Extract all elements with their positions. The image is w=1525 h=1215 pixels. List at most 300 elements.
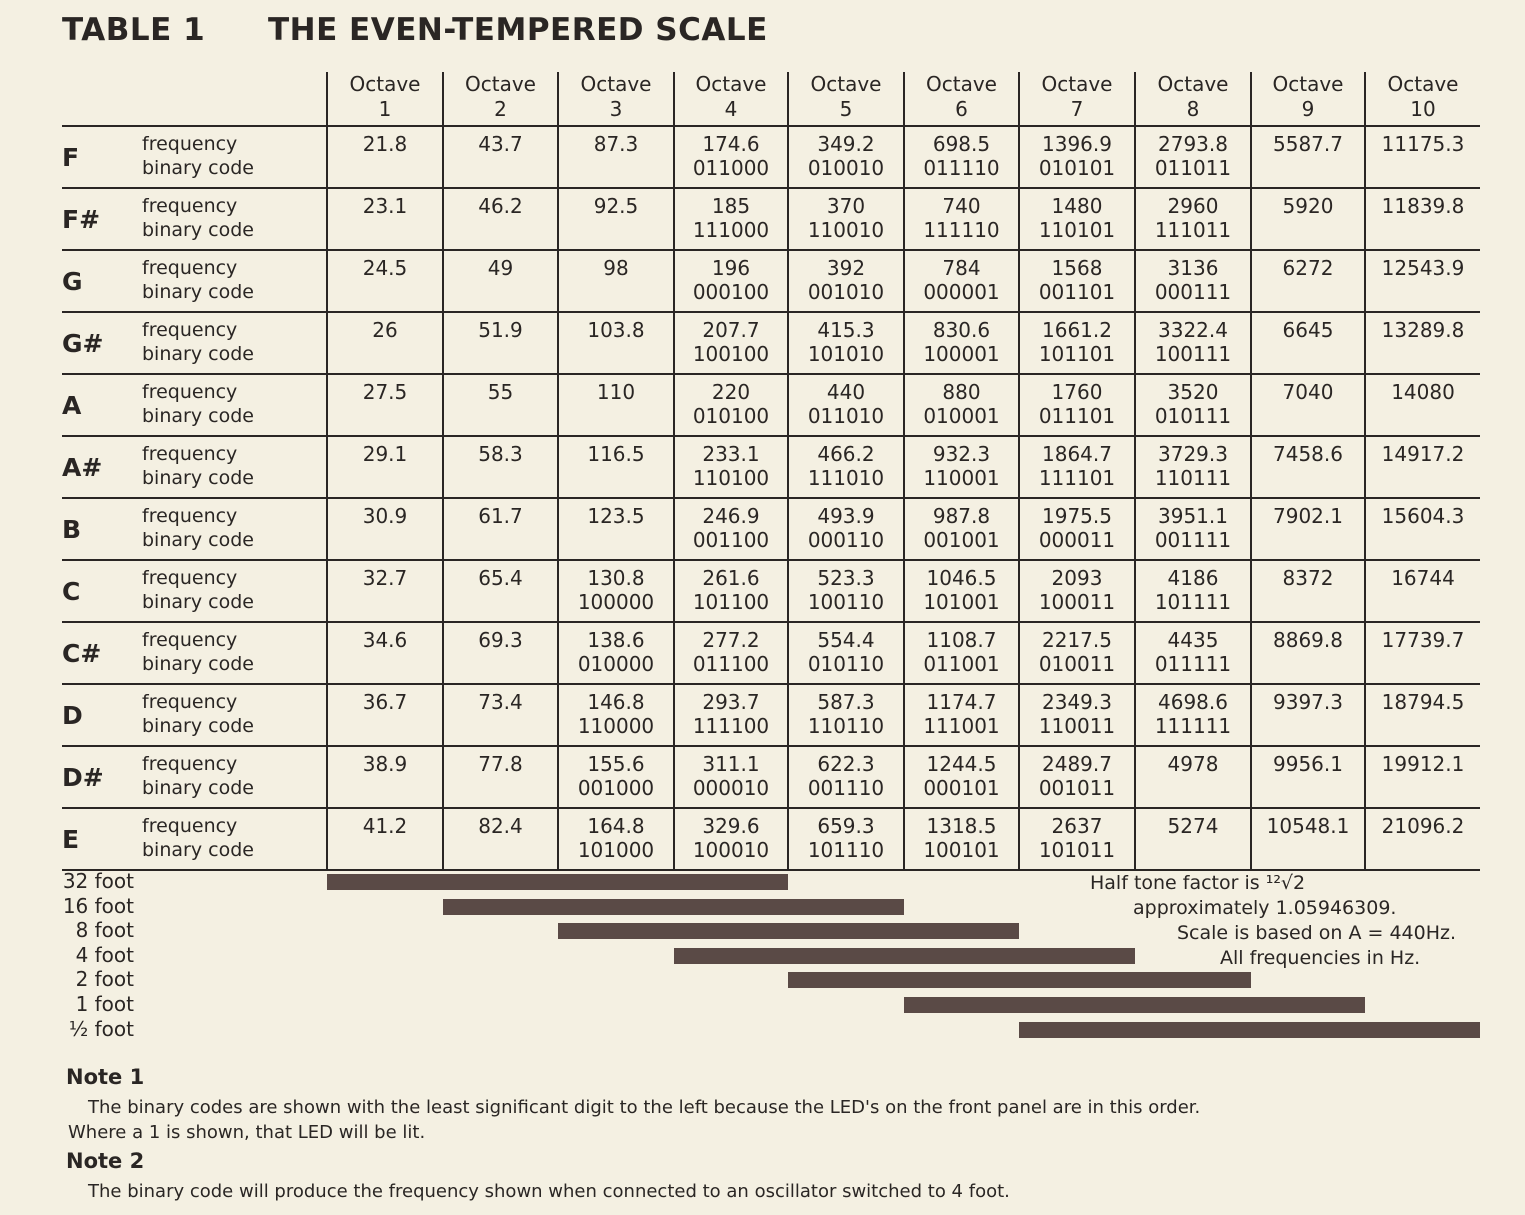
binary-code-value: 011010 xyxy=(807,404,885,428)
binary-code-value: 100100 xyxy=(692,342,770,366)
table-cell xyxy=(904,312,1019,374)
binary-code-value: 100001 xyxy=(923,342,1000,366)
table-cell xyxy=(443,498,558,560)
table-cell xyxy=(1365,436,1480,498)
frequency-value: 46.2 xyxy=(478,194,523,218)
table-cell xyxy=(1135,684,1251,746)
frequency-value: 69.3 xyxy=(478,628,523,652)
binary-code-label: binary code xyxy=(142,591,254,613)
table-cell xyxy=(674,560,788,622)
table-cell xyxy=(1135,808,1251,870)
row-labels xyxy=(142,188,327,250)
binary-code-label: binary code xyxy=(142,715,254,737)
table-cell xyxy=(1365,498,1480,560)
octave-header: Octave 8 xyxy=(1135,72,1251,126)
row-labels xyxy=(142,808,327,870)
frequency-value: 233.1 xyxy=(702,442,760,466)
frequency-value: 277.2 xyxy=(702,628,760,652)
table-cell xyxy=(788,250,904,312)
frequency-value: 830.6 xyxy=(932,318,991,342)
binary-code-value: 101111 xyxy=(1154,590,1232,614)
table-cell xyxy=(443,126,558,188)
table-cell xyxy=(1019,312,1135,374)
table-cell xyxy=(443,684,558,746)
octave-header: Octave 7 xyxy=(1019,72,1135,126)
binary-code-value: 110111 xyxy=(1154,466,1232,490)
frequency-value: 3951.1 xyxy=(1158,504,1228,528)
frequency-label: frequency xyxy=(142,629,238,651)
frequency-value: 2217.5 xyxy=(1042,628,1112,652)
frequency-value: 24.5 xyxy=(362,256,408,280)
table-cell xyxy=(1365,312,1480,374)
table-cell xyxy=(788,808,904,870)
table-cell xyxy=(558,188,674,250)
frequency-value: 55 xyxy=(487,380,514,404)
row-labels xyxy=(142,498,327,560)
table-cell xyxy=(558,436,674,498)
octave-header: Octave 10 xyxy=(1365,72,1480,126)
table-cell xyxy=(1365,188,1480,250)
table-cell xyxy=(1019,374,1135,436)
frequency-value: 740 xyxy=(942,194,981,218)
frequency-value: 87.3 xyxy=(593,132,639,156)
binary-code-value: 000011 xyxy=(1038,528,1116,552)
row-labels xyxy=(142,436,327,498)
frequency-value: 11175.3 xyxy=(1381,132,1465,156)
octave-header: Octave 9 xyxy=(1251,72,1365,126)
frequency-value: 51.9 xyxy=(478,318,523,342)
table-cell xyxy=(904,746,1019,808)
table-cell xyxy=(1135,312,1251,374)
info-line: Scale is based on A = 440Hz. xyxy=(1177,922,1457,944)
frequency-value: 698.5 xyxy=(932,132,991,156)
frequency-value: 7040 xyxy=(1282,380,1334,404)
frequency-value: 23.1 xyxy=(362,194,408,218)
table-cell xyxy=(788,374,904,436)
table-cell xyxy=(1251,374,1365,436)
note-name: A xyxy=(62,374,142,436)
table-cell xyxy=(1135,498,1251,560)
table-cell xyxy=(674,188,788,250)
table-cell xyxy=(674,250,788,312)
binary-code-value: 100011 xyxy=(1038,590,1116,614)
note-row xyxy=(62,684,1480,746)
table-cell xyxy=(1251,498,1365,560)
note-name: C xyxy=(62,560,142,622)
table-cell xyxy=(904,126,1019,188)
frequency-value: 98 xyxy=(603,256,629,280)
frequency-value: 34.6 xyxy=(362,628,408,652)
table-number: TABLE 1 xyxy=(62,12,206,48)
note1-heading: Note 1 xyxy=(66,1065,145,1089)
table-cell xyxy=(1019,746,1135,808)
frequency-value: 16744 xyxy=(1391,566,1455,590)
note-row xyxy=(62,436,1480,498)
table-cell xyxy=(1365,250,1480,312)
frequency-value: 58.3 xyxy=(478,442,523,466)
foot-range-bar xyxy=(558,923,1019,939)
table-cell xyxy=(327,188,443,250)
frequency-value: 2349.3 xyxy=(1042,690,1112,714)
table-cell xyxy=(1365,374,1480,436)
note-name: G# xyxy=(62,312,142,374)
table-cell xyxy=(674,312,788,374)
frequency-value: 9956.1 xyxy=(1273,752,1343,776)
frequency-value: 220 xyxy=(711,380,751,404)
frequency-label: frequency xyxy=(142,443,238,465)
row-labels xyxy=(142,126,327,188)
table-cell xyxy=(327,312,443,374)
table-cell xyxy=(443,436,558,498)
binary-code-label: binary code xyxy=(142,281,254,303)
frequency-value: 7458.6 xyxy=(1273,442,1343,466)
frequency-value: 10548.1 xyxy=(1266,814,1350,838)
binary-code-value: 100110 xyxy=(807,590,885,614)
frequency-value: 392 xyxy=(826,256,866,280)
note1-line: The binary codes are shown with the least significant digit to the left because the LED's on the front panel are in this order. xyxy=(88,1097,1201,1118)
frequency-value: 1108.7 xyxy=(926,628,997,652)
table-cell xyxy=(558,746,674,808)
binary-code-value: 001110 xyxy=(807,776,885,800)
binary-code-value: 011111 xyxy=(1154,652,1232,676)
frequency-value: 659.3 xyxy=(817,814,875,838)
table-cell xyxy=(904,250,1019,312)
frequency-value: 5920 xyxy=(1282,194,1334,218)
table-cell xyxy=(674,746,788,808)
table-cell xyxy=(904,684,1019,746)
frequency-value: 3322.4 xyxy=(1158,318,1228,342)
binary-code-value: 011011 xyxy=(1154,156,1232,180)
frequency-value: 1174.7 xyxy=(926,690,997,714)
frequency-value: 329.6 xyxy=(702,814,760,838)
octave-header: Octave 5 xyxy=(788,72,904,126)
row-labels xyxy=(142,622,327,684)
octave-header: Octave 3 xyxy=(558,72,674,126)
frequency-value: 8372 xyxy=(1282,566,1334,590)
table-cell xyxy=(1365,622,1480,684)
frequency-value: 155.6 xyxy=(587,752,645,776)
binary-code-value: 001001 xyxy=(923,528,1000,552)
table-cell xyxy=(788,312,904,374)
binary-code-label: binary code xyxy=(142,529,254,551)
table-cell xyxy=(788,560,904,622)
table-cell xyxy=(788,188,904,250)
frequency-value: 36.7 xyxy=(362,690,408,714)
frequency-label: frequency xyxy=(142,753,238,775)
table-cell xyxy=(904,436,1019,498)
table-cell xyxy=(904,188,1019,250)
table-cell xyxy=(327,560,443,622)
table-cell xyxy=(1019,188,1135,250)
table-cell xyxy=(443,808,558,870)
frequency-value: 41.2 xyxy=(362,814,408,838)
scale-table xyxy=(62,72,1480,871)
frequency-value: 3136 xyxy=(1167,256,1219,280)
frequency-label: frequency xyxy=(142,195,238,217)
binary-code-value: 000110 xyxy=(807,528,885,552)
frequency-value: 622.3 xyxy=(817,752,875,776)
frequency-value: 466.2 xyxy=(817,442,875,466)
binary-code-value: 001111 xyxy=(1154,528,1232,552)
header-blank xyxy=(62,72,327,126)
binary-code-value: 011000 xyxy=(692,156,770,180)
table-cell xyxy=(1135,374,1251,436)
note2-text xyxy=(68,1179,1488,1204)
frequency-value: 38.9 xyxy=(362,752,408,776)
binary-code-value: 111111 xyxy=(1154,714,1232,738)
binary-code-label: binary code xyxy=(142,777,254,799)
note-name: B xyxy=(62,498,142,560)
frequency-value: 43.7 xyxy=(478,132,523,156)
frequency-value: 311.1 xyxy=(702,752,760,776)
table-cell xyxy=(1251,808,1365,870)
frequency-value: 493.9 xyxy=(817,504,875,528)
frequency-value: 5587.7 xyxy=(1273,132,1343,156)
binary-code-value: 001100 xyxy=(692,528,770,552)
frequency-label: frequency xyxy=(142,815,238,837)
foot-range-label: 16 foot xyxy=(62,893,134,918)
table-cell xyxy=(558,312,674,374)
note1-line: Where a 1 is shown, that LED will be lit. xyxy=(68,1122,426,1143)
table-cell xyxy=(788,126,904,188)
frequency-value: 110 xyxy=(596,380,636,404)
scale-info xyxy=(1040,871,1480,971)
table-cell xyxy=(904,808,1019,870)
binary-code-value: 101000 xyxy=(577,838,655,862)
frequency-value: 2489.7 xyxy=(1042,752,1112,776)
frequency-value: 13289.8 xyxy=(1381,318,1465,342)
foot-range-bar xyxy=(327,874,788,890)
binary-code-label: binary code xyxy=(142,839,254,861)
frequency-value: 1318.5 xyxy=(926,814,997,838)
frequency-value: 4435 xyxy=(1167,628,1219,652)
binary-code-value: 110001 xyxy=(923,466,1000,490)
note-row xyxy=(62,622,1480,684)
frequency-value: 73.4 xyxy=(478,690,523,714)
table-cell xyxy=(558,808,674,870)
note-row xyxy=(62,312,1480,374)
frequency-value: 4698.6 xyxy=(1158,690,1228,714)
note-name: G xyxy=(62,250,142,312)
binary-code-value: 100010 xyxy=(692,838,770,862)
binary-code-value: 100101 xyxy=(923,838,1000,862)
foot-range-label: ½ foot xyxy=(68,1016,134,1041)
table-cell xyxy=(1135,250,1251,312)
frequency-value: 4186 xyxy=(1167,566,1219,590)
binary-code-value: 001011 xyxy=(1038,776,1116,800)
binary-code-label: binary code xyxy=(142,157,254,179)
table-cell xyxy=(558,560,674,622)
table-cell xyxy=(1251,312,1365,374)
note-name: D xyxy=(62,684,142,746)
binary-code-value: 010111 xyxy=(1154,404,1232,428)
table-body xyxy=(62,126,1480,870)
binary-code-value: 110110 xyxy=(807,714,885,738)
table-cell xyxy=(674,684,788,746)
frequency-value: 12543.9 xyxy=(1381,256,1465,280)
table-cell xyxy=(327,436,443,498)
binary-code-value: 110101 xyxy=(1038,218,1116,242)
frequency-value: 138.6 xyxy=(587,628,645,652)
frequency-value: 4978 xyxy=(1167,752,1219,776)
frequency-value: 246.9 xyxy=(702,504,760,528)
table-cell xyxy=(327,684,443,746)
table-cell xyxy=(674,622,788,684)
frequency-value: 65.4 xyxy=(478,566,523,590)
note-row xyxy=(62,374,1480,436)
note-row xyxy=(62,250,1480,312)
frequency-value: 880 xyxy=(942,380,981,404)
binary-code-value: 111110 xyxy=(923,218,1000,242)
table-cell xyxy=(1019,250,1135,312)
table-cell xyxy=(443,622,558,684)
binary-code-value: 010101 xyxy=(1038,156,1116,180)
frequency-label: frequency xyxy=(142,257,238,279)
table-cell xyxy=(674,126,788,188)
frequency-value: 7902.1 xyxy=(1273,504,1343,528)
frequency-value: 1661.2 xyxy=(1042,318,1112,342)
table-cell xyxy=(443,312,558,374)
frequency-value: 174.6 xyxy=(702,132,760,156)
table-cell xyxy=(1251,436,1365,498)
table-cell xyxy=(788,684,904,746)
octave-header: Octave 1 xyxy=(327,72,443,126)
frequency-value: 415.3 xyxy=(817,318,875,342)
table-cell xyxy=(1365,684,1480,746)
frequency-value: 523.3 xyxy=(817,566,875,590)
foot-range-label: 4 foot xyxy=(75,942,134,967)
frequency-value: 261.6 xyxy=(702,566,760,590)
table-cell xyxy=(443,250,558,312)
frequency-label: frequency xyxy=(142,567,238,589)
table-cell xyxy=(1251,250,1365,312)
table-cell xyxy=(327,374,443,436)
table-cell xyxy=(1019,560,1135,622)
table-cell xyxy=(1251,188,1365,250)
info-line: approximately 1.05946309. xyxy=(1133,897,1397,919)
frequency-value: 17739.7 xyxy=(1381,628,1465,652)
table-cell xyxy=(1019,126,1135,188)
binary-code-value: 111001 xyxy=(923,714,1000,738)
frequency-value: 8869.8 xyxy=(1273,628,1343,652)
frequency-value: 1864.7 xyxy=(1042,442,1112,466)
table-cell xyxy=(558,250,674,312)
frequency-value: 116.5 xyxy=(587,442,645,466)
frequency-value: 196 xyxy=(711,256,751,280)
binary-code-value: 111100 xyxy=(692,714,770,738)
note2-heading: Note 2 xyxy=(66,1149,145,1173)
frequency-value: 18794.5 xyxy=(1381,690,1465,714)
frequency-value: 1760 xyxy=(1051,380,1103,404)
table-cell xyxy=(1365,560,1480,622)
frequency-value: 1568 xyxy=(1051,256,1103,280)
binary-code-value: 000100 xyxy=(692,280,770,304)
binary-code-label: binary code xyxy=(142,405,254,427)
foot-range-bar xyxy=(443,899,904,915)
table-cell xyxy=(904,498,1019,560)
frequency-value: 587.3 xyxy=(817,690,875,714)
frequency-value: 3729.3 xyxy=(1158,442,1228,466)
row-labels xyxy=(142,374,327,436)
binary-code-value: 000101 xyxy=(923,776,1000,800)
frequency-value: 293.7 xyxy=(702,690,760,714)
table-cell xyxy=(1135,188,1251,250)
frequency-value: 2960 xyxy=(1167,194,1219,218)
table-cell xyxy=(1019,684,1135,746)
binary-code-value: 110010 xyxy=(807,218,885,242)
binary-code-value: 101101 xyxy=(1038,342,1116,366)
foot-range-bar xyxy=(904,997,1365,1013)
frequency-value: 14917.2 xyxy=(1381,442,1465,466)
frequency-label: frequency xyxy=(142,133,238,155)
frequency-value: 1480 xyxy=(1051,194,1103,218)
frequency-value: 21.8 xyxy=(362,132,408,156)
table-cell xyxy=(1135,622,1251,684)
table-cell xyxy=(443,746,558,808)
binary-code-value: 101011 xyxy=(1038,838,1116,862)
table-cell xyxy=(674,808,788,870)
table-cell xyxy=(788,746,904,808)
note-name: D# xyxy=(62,746,142,808)
frequency-value: 554.4 xyxy=(817,628,875,652)
note-name: E xyxy=(62,808,142,870)
frequency-value: 440 xyxy=(826,380,866,404)
row-labels xyxy=(142,560,327,622)
frequency-value: 32.7 xyxy=(362,566,408,590)
foot-range-bar xyxy=(1019,1022,1480,1038)
header-row xyxy=(62,72,1480,126)
binary-code-value: 001101 xyxy=(1038,280,1116,304)
table-cell xyxy=(327,498,443,560)
frequency-value: 103.8 xyxy=(587,318,645,342)
frequency-value: 27.5 xyxy=(362,380,408,404)
table-name: THE EVEN-TEMPERED SCALE xyxy=(268,12,768,48)
foot-range-label: 32 foot xyxy=(62,869,134,893)
binary-code-value: 010000 xyxy=(577,652,655,676)
binary-code-value: 100111 xyxy=(1154,342,1232,366)
note-row xyxy=(62,746,1480,808)
table-cell xyxy=(558,622,674,684)
table-cell xyxy=(904,374,1019,436)
table-cell xyxy=(1019,622,1135,684)
row-labels xyxy=(142,746,327,808)
table-cell xyxy=(443,188,558,250)
frequency-value: 6645 xyxy=(1282,318,1334,342)
frequency-value: 130.8 xyxy=(587,566,645,590)
frequency-value: 92.5 xyxy=(593,194,639,218)
table-cell xyxy=(1135,436,1251,498)
table-cell xyxy=(904,622,1019,684)
frequency-value: 2637 xyxy=(1051,814,1103,838)
note-row xyxy=(62,126,1480,188)
binary-code-value: 101001 xyxy=(923,590,1000,614)
frequency-label: frequency xyxy=(142,691,238,713)
table-cell xyxy=(327,126,443,188)
binary-code-value: 011100 xyxy=(692,652,770,676)
frequency-value: 29.1 xyxy=(362,442,408,466)
binary-code-value: 010100 xyxy=(692,404,770,428)
table-cell xyxy=(1135,126,1251,188)
table-cell xyxy=(904,560,1019,622)
frequency-value: 6272 xyxy=(1282,256,1334,280)
binary-code-value: 001000 xyxy=(577,776,655,800)
row-labels xyxy=(142,684,327,746)
foot-range-label: 1 foot xyxy=(75,992,134,1016)
frequency-label: frequency xyxy=(142,381,238,403)
frequency-value: 77.8 xyxy=(478,752,523,776)
foot-range-label: 8 foot xyxy=(75,918,134,943)
table-cell xyxy=(1365,126,1480,188)
